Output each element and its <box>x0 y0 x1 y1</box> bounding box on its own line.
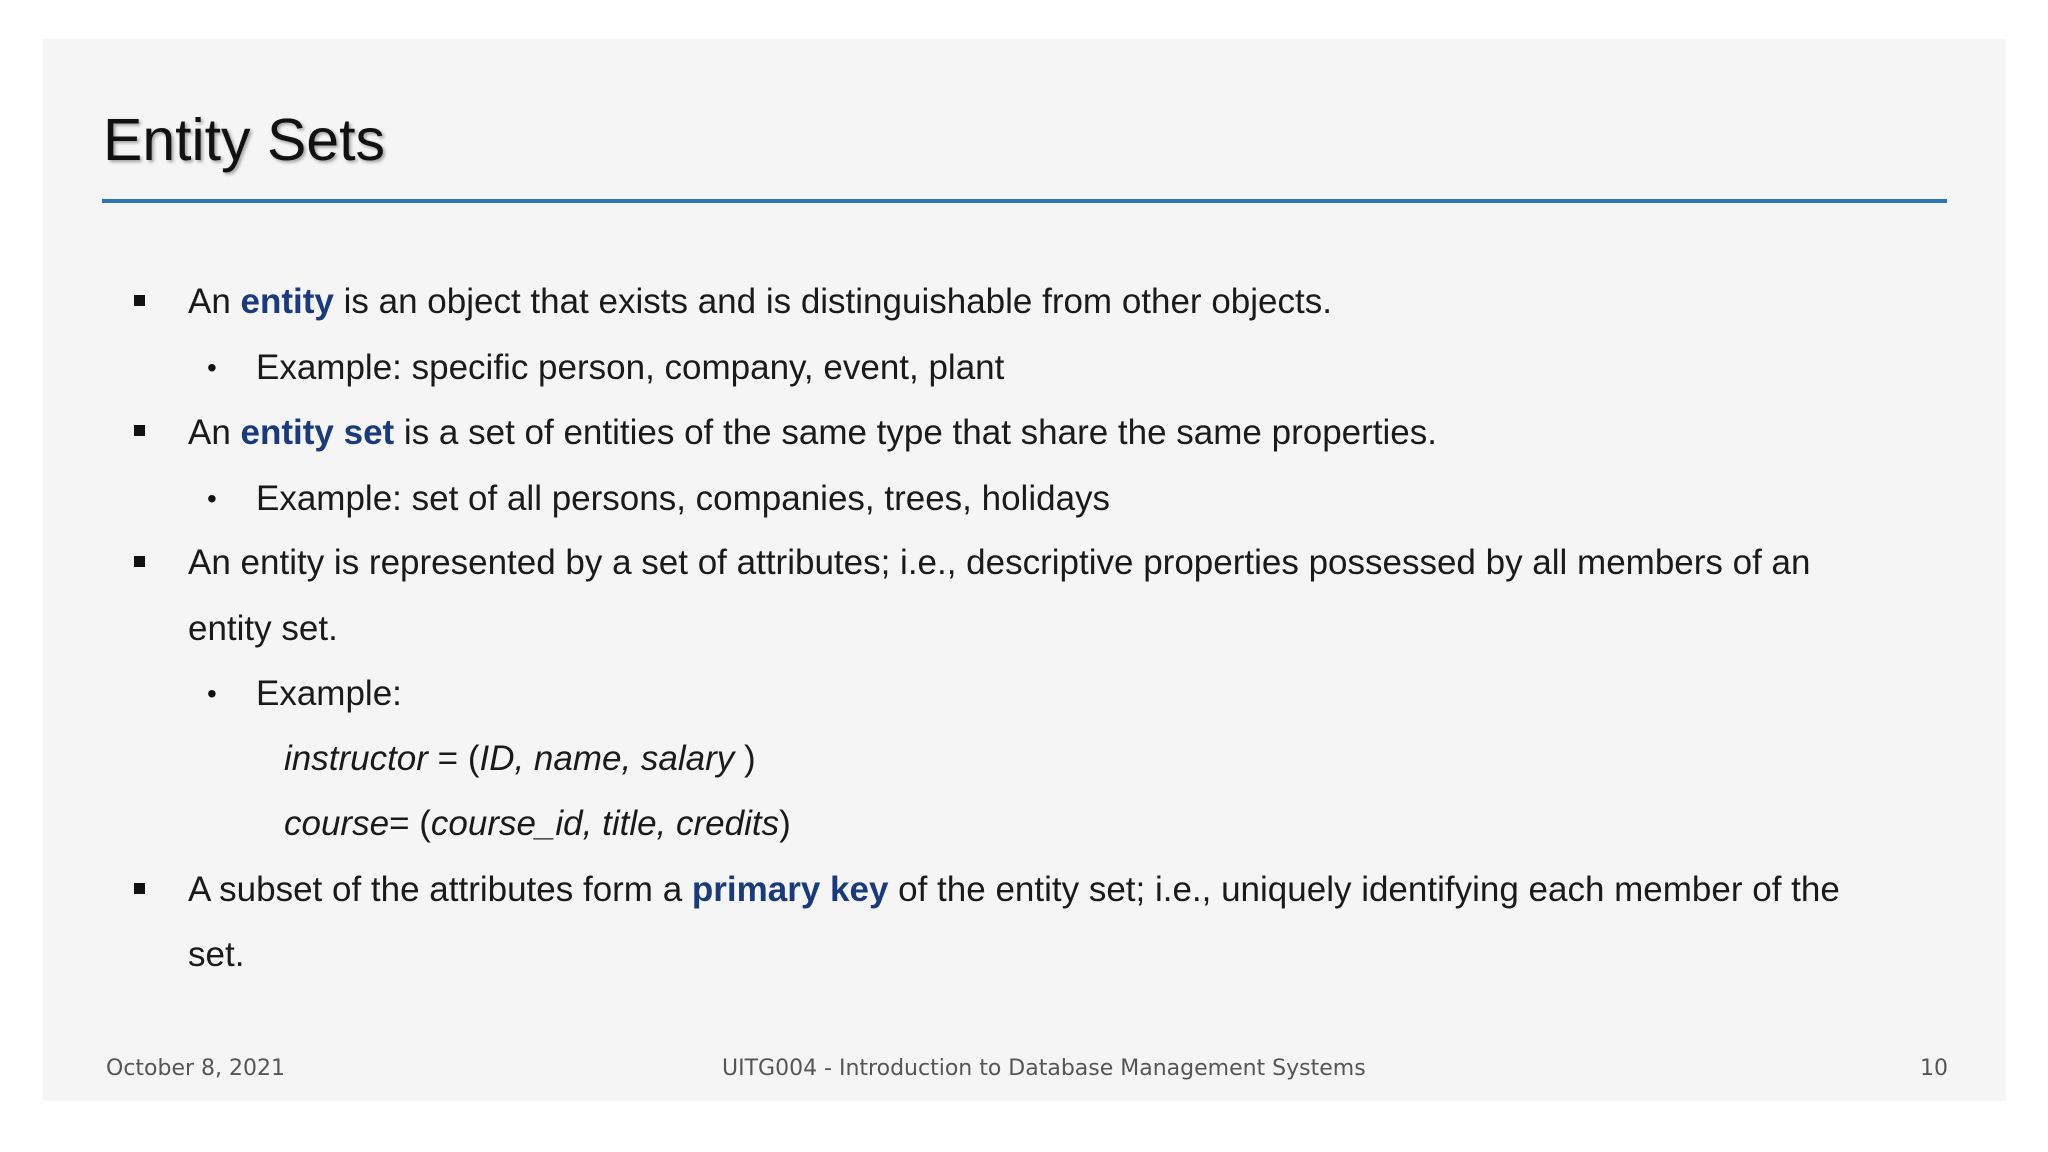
dot-bullet-icon: • <box>207 483 217 514</box>
keyword-entity-set: entity set <box>240 413 395 452</box>
keyword-entity: entity <box>240 282 334 321</box>
bullet-entity-set-definition <box>188 411 1437 455</box>
footer-page-number: 10 <box>1920 1056 1948 1081</box>
sub-bullet-entity-example: Example: specific person, company, event, plant <box>256 348 1005 387</box>
schema-symbol: = ( <box>389 804 431 843</box>
bullet-text: is a set of entities of the same type that share the same properties. <box>394 413 1437 452</box>
square-bullet-icon <box>134 425 145 436</box>
bullet-text: of the entity set; i.e., uniquely identifying each member of the <box>888 870 1840 909</box>
keyword-primary-key: primary key <box>691 870 889 909</box>
bullet-entity-definition <box>188 280 1332 324</box>
slide-title: Entity Sets <box>103 107 386 173</box>
square-bullet-icon <box>134 295 145 306</box>
schema-symbol: ) <box>734 739 756 778</box>
footer-course-title: UITG004 - Introduction to Database Management Systems <box>722 1056 1366 1081</box>
bullet-text: An <box>188 282 241 321</box>
bullet-text: A subset of the attributes form a <box>188 870 692 909</box>
dot-bullet-icon: • <box>207 352 217 383</box>
schema-course <box>284 802 791 846</box>
square-bullet-icon <box>134 883 145 894</box>
relation-attributes: ID, name, salary <box>479 739 735 778</box>
schema-instructor <box>284 737 756 781</box>
sub-bullet-attributes-example: Example: <box>256 674 402 713</box>
schema-symbol: ) <box>779 804 791 843</box>
bullet-primary-key-line1 <box>188 868 1840 912</box>
square-bullet-icon <box>134 556 145 567</box>
relation-name: instructor <box>284 739 428 778</box>
sub-bullet-entity-set-example: Example: set of all persons, companies, trees, holidays <box>256 479 1111 518</box>
footer-date: October 8, 2021 <box>106 1056 286 1081</box>
bullet-text: is an object that exists and is distinguishable from other objects. <box>333 282 1332 321</box>
slide <box>43 39 2006 1101</box>
relation-attributes: course_id, title, credits <box>430 804 780 843</box>
bullet-attributes-line1: An entity is represented by a set of attributes; i.e., descriptive properties possessed by all members of an <box>188 543 1811 582</box>
bullet-attributes-line2: entity set. <box>188 609 338 648</box>
relation-name: course <box>284 804 390 843</box>
title-divider <box>102 199 1947 203</box>
bullet-text: An <box>188 413 241 452</box>
bullet-primary-key-line2: set. <box>188 935 245 974</box>
dot-bullet-icon: • <box>207 678 217 709</box>
schema-symbol: = ( <box>427 739 480 778</box>
